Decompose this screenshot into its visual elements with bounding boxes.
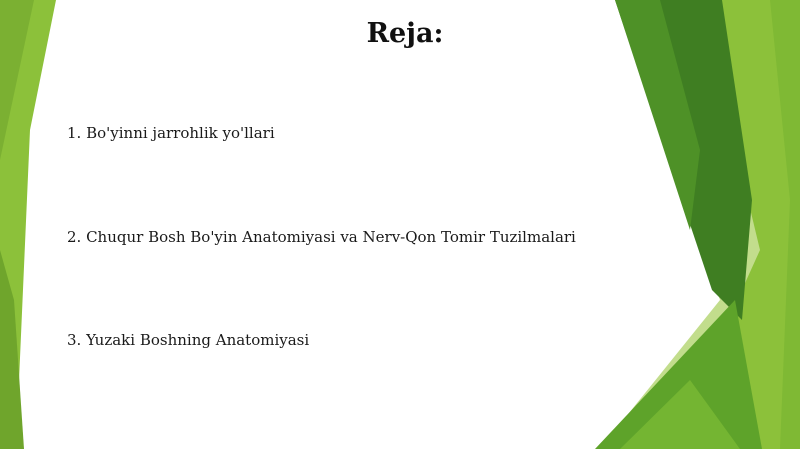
- list-item: 2. Chuqur Bosh Bo'yin Anatomiyasi va Nerv-Qon Tomir Tuzilmalari: [67, 228, 576, 246]
- list-item: 3. Yuzaki Boshning Anatomiyasi: [67, 331, 310, 349]
- slide-title: Reja:: [366, 18, 444, 49]
- list-item: 1. Bo'yinni jarrohlik yo'llari: [67, 124, 275, 142]
